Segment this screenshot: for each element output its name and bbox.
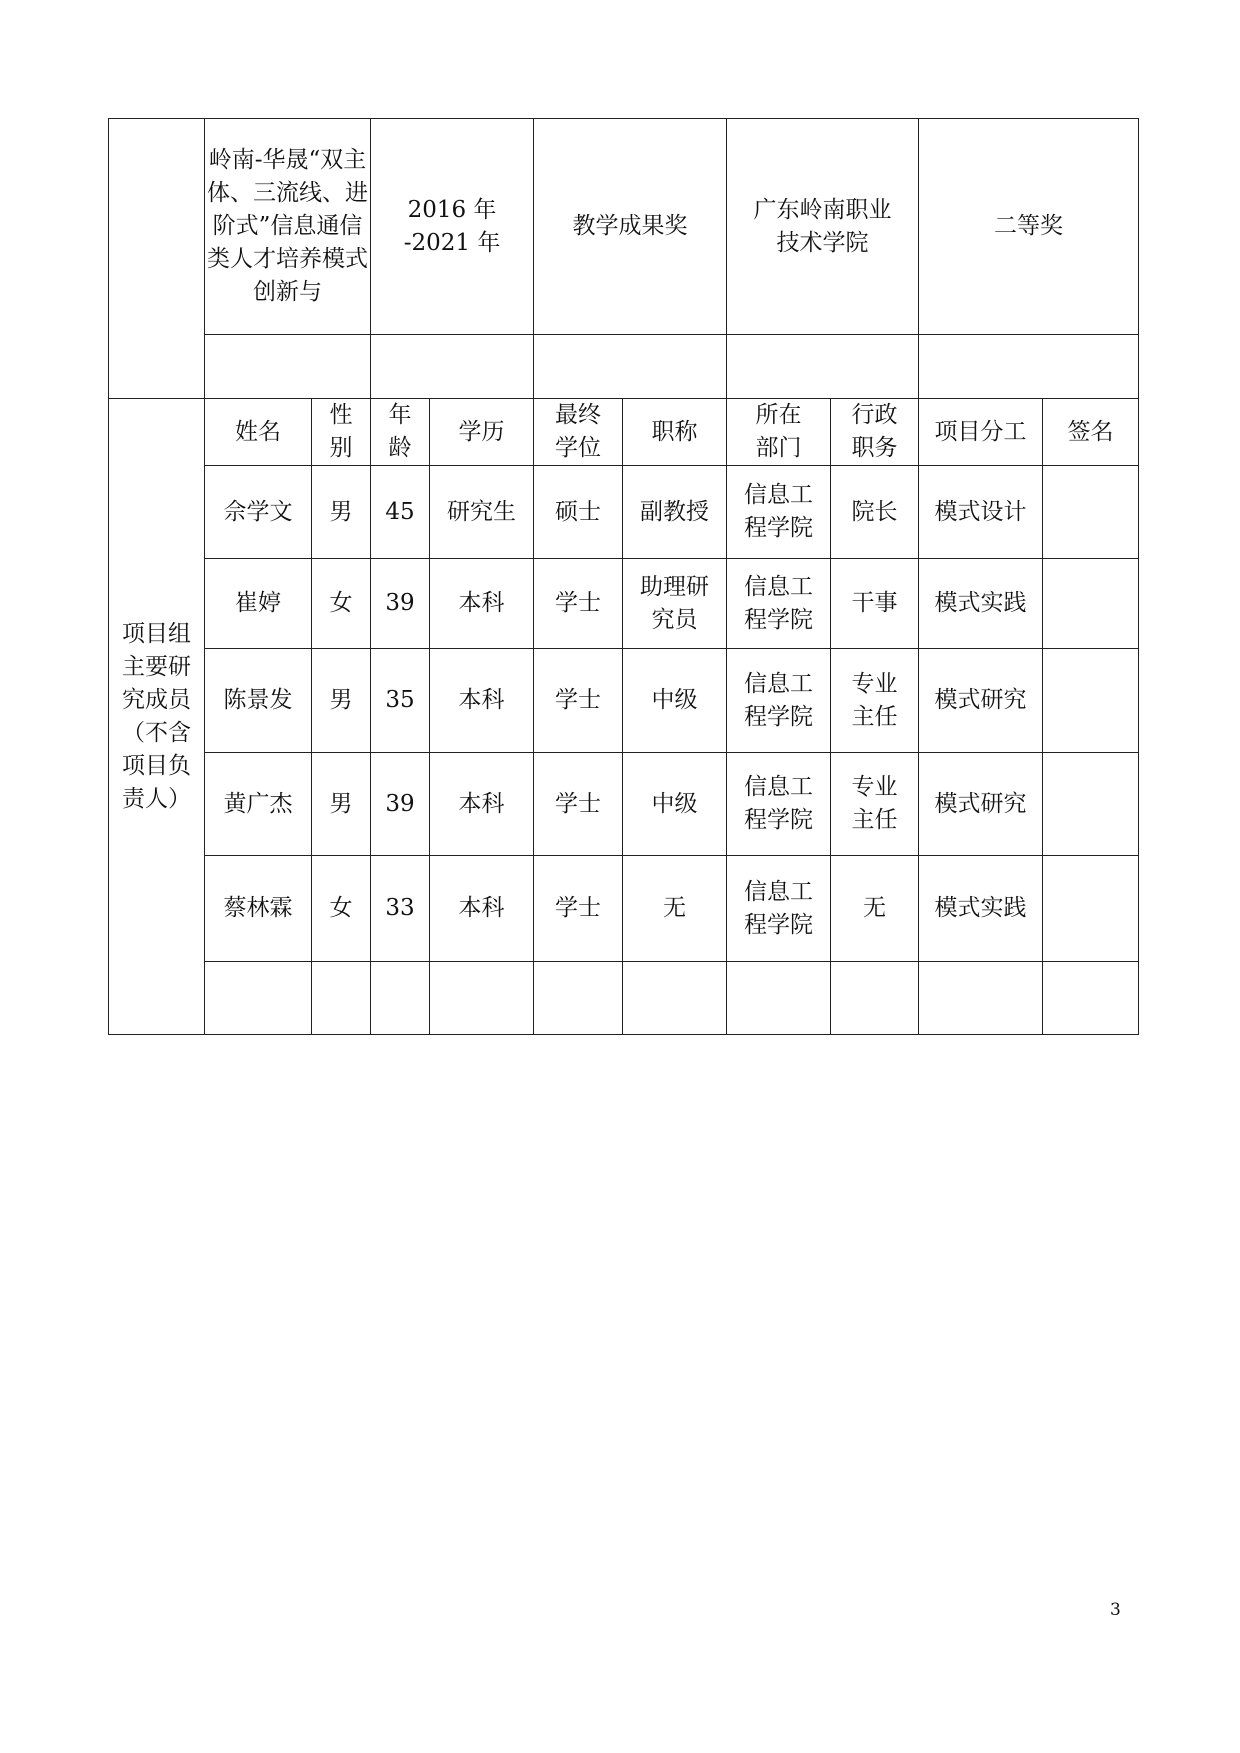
member-gender: 女 xyxy=(312,559,371,649)
header-department: 所在 部门 xyxy=(727,399,831,466)
empty-cell xyxy=(727,335,919,399)
member-degree: 学士 xyxy=(534,856,623,962)
member-title: 中级 xyxy=(623,753,727,856)
project-name-cell: 岭南-华晟“双主体、三流线、进阶式”信息通信类人才培养模式创新与 xyxy=(205,119,371,335)
member-role: 模式实践 xyxy=(919,856,1043,962)
member-degree: 硕士 xyxy=(534,466,623,559)
empty-cell xyxy=(623,962,727,1035)
award-period-cell: 2016 年 -2021 年 xyxy=(371,119,534,335)
empty-cell xyxy=(205,335,371,399)
member-admin-post: 无 xyxy=(831,856,919,962)
table-row xyxy=(109,753,1139,856)
empty-cell xyxy=(534,962,623,1035)
member-role: 模式研究 xyxy=(919,753,1043,856)
member-gender: 男 xyxy=(312,466,371,559)
empty-cell xyxy=(534,335,727,399)
member-department: 信息工 程学院 xyxy=(727,559,831,649)
award-level-cell: 二等奖 xyxy=(919,119,1139,335)
member-signature xyxy=(1043,753,1139,856)
member-admin-post: 干事 xyxy=(831,559,919,649)
table-row xyxy=(109,649,1139,753)
empty-cell xyxy=(1043,962,1139,1035)
empty-cell xyxy=(371,962,430,1035)
header-signature: 签名 xyxy=(1043,399,1139,466)
awarding-unit-cell: 广东岭南职业 技术学院 xyxy=(727,119,919,335)
empty-cell xyxy=(727,962,831,1035)
empty-cell xyxy=(919,962,1043,1035)
member-title: 中级 xyxy=(623,649,727,753)
empty-cell xyxy=(205,962,312,1035)
member-signature xyxy=(1043,649,1139,753)
member-signature xyxy=(1043,856,1139,962)
member-degree: 学士 xyxy=(534,649,623,753)
empty-cell xyxy=(430,962,534,1035)
member-education: 研究生 xyxy=(430,466,534,559)
member-age: 39 xyxy=(371,753,430,856)
empty-member-row xyxy=(109,962,1139,1035)
award-empty-row xyxy=(109,335,1139,399)
table-row xyxy=(109,559,1139,649)
member-department: 信息工 程学院 xyxy=(727,649,831,753)
empty-cell xyxy=(831,962,919,1035)
header-age: 年 龄 xyxy=(371,399,430,466)
member-title: 副教授 xyxy=(623,466,727,559)
member-title: 无 xyxy=(623,856,727,962)
section-label-empty-cell xyxy=(109,119,205,399)
empty-cell xyxy=(371,335,534,399)
members-section-label: 项目组主要研究成员（不含项目负责人） xyxy=(109,399,205,1035)
header-education: 学历 xyxy=(430,399,534,466)
header-role: 项目分工 xyxy=(919,399,1043,466)
member-department: 信息工 程学院 xyxy=(727,753,831,856)
member-department: 信息工 程学院 xyxy=(727,466,831,559)
member-education: 本科 xyxy=(430,559,534,649)
header-admin-post: 行政 职务 xyxy=(831,399,919,466)
member-name: 蔡林霖 xyxy=(205,856,312,962)
header-degree: 最终 学位 xyxy=(534,399,623,466)
member-admin-post: 专业 主任 xyxy=(831,649,919,753)
award-row xyxy=(109,119,1139,335)
empty-cell xyxy=(312,962,371,1035)
member-education: 本科 xyxy=(430,856,534,962)
members-header-row xyxy=(109,399,1139,466)
member-age: 35 xyxy=(371,649,430,753)
member-role: 模式研究 xyxy=(919,649,1043,753)
member-gender: 女 xyxy=(312,856,371,962)
member-age: 45 xyxy=(371,466,430,559)
member-admin-post: 专业 主任 xyxy=(831,753,919,856)
header-gender: 性 别 xyxy=(312,399,371,466)
member-gender: 男 xyxy=(312,753,371,856)
award-category-cell: 教学成果奖 xyxy=(534,119,727,335)
member-title: 助理研 究员 xyxy=(623,559,727,649)
member-signature xyxy=(1043,466,1139,559)
member-gender: 男 xyxy=(312,649,371,753)
table-row xyxy=(109,856,1139,962)
member-name: 黄广杰 xyxy=(205,753,312,856)
empty-cell xyxy=(919,335,1139,399)
member-name: 陈景发 xyxy=(205,649,312,753)
member-age: 39 xyxy=(371,559,430,649)
member-admin-post: 院长 xyxy=(831,466,919,559)
member-role: 模式设计 xyxy=(919,466,1043,559)
header-name: 姓名 xyxy=(205,399,312,466)
page-number: 3 xyxy=(1110,1600,1121,1620)
member-department: 信息工 程学院 xyxy=(727,856,831,962)
member-role: 模式实践 xyxy=(919,559,1043,649)
member-degree: 学士 xyxy=(534,753,623,856)
project-info-table xyxy=(108,118,1139,1035)
member-education: 本科 xyxy=(430,753,534,856)
table-row xyxy=(109,466,1139,559)
member-education: 本科 xyxy=(430,649,534,753)
member-name: 崔婷 xyxy=(205,559,312,649)
header-title: 职称 xyxy=(623,399,727,466)
member-name: 佘学文 xyxy=(205,466,312,559)
member-degree: 学士 xyxy=(534,559,623,649)
member-signature xyxy=(1043,559,1139,649)
member-age: 33 xyxy=(371,856,430,962)
